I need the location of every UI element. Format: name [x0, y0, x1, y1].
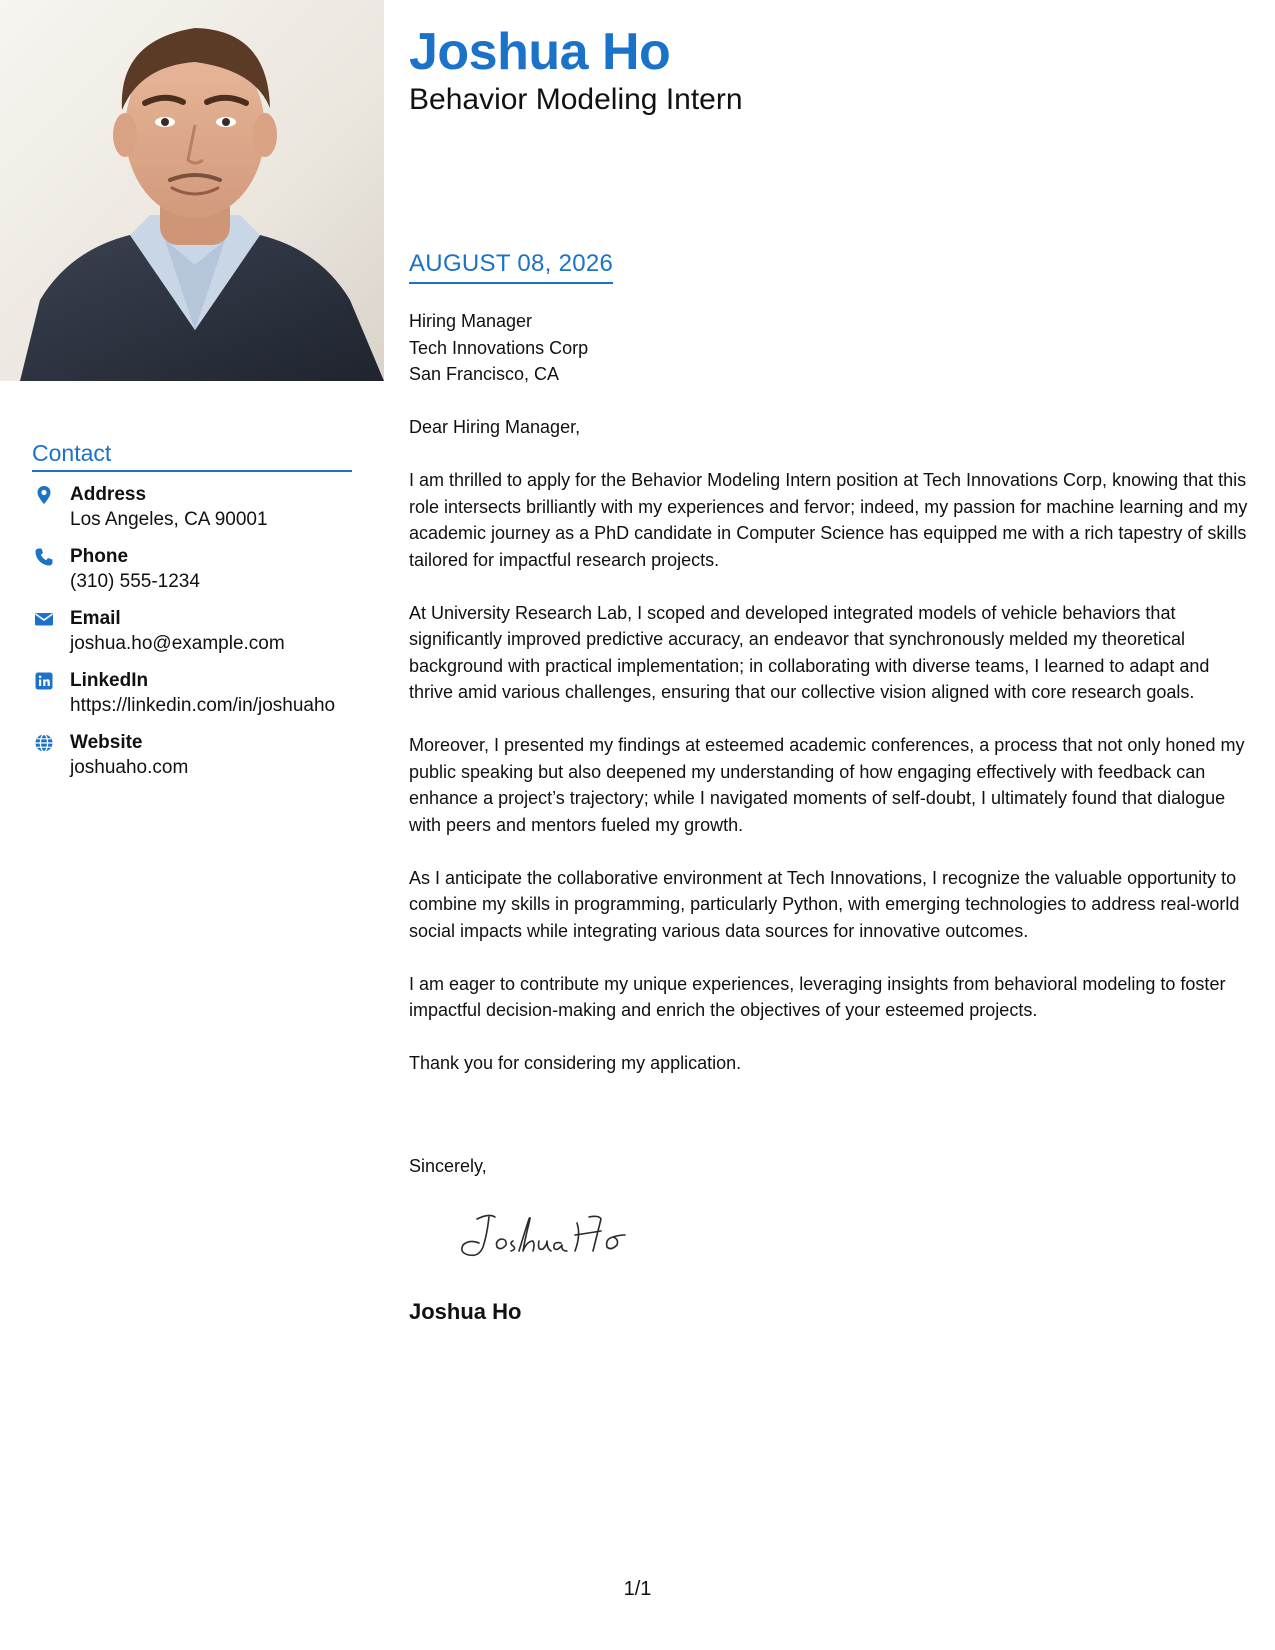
map-pin-icon — [34, 485, 54, 505]
globe-icon — [34, 733, 54, 753]
recipient-line: San Francisco, CA — [409, 364, 560, 384]
letter-date: AUGUST 08, 2026 — [409, 248, 613, 284]
phone-icon — [34, 547, 54, 567]
body-paragraph: At University Research Lab, I scoped and developed integrated models of vehicle behaviors that significantly improved predictive accuracy, an endeavor that synchronously melded my theoretical background with practical implementation; in collaborating with diverse teams, I learned to adapt and thrive amid various challenges, ensuring that our collective vision aligned with core research goals. — [409, 602, 1210, 702]
contact-value: joshuaho.com — [70, 757, 189, 778]
contact-value: https://linkedin.com/in/joshuaho — [70, 695, 336, 716]
contact-website — [32, 730, 352, 780]
contact-section — [32, 438, 352, 792]
contact-heading: Contact — [32, 438, 352, 472]
applicant-role: Behavior Modeling Intern — [409, 83, 743, 116]
contact-value: joshua.ho@example.com — [70, 633, 285, 654]
contact-linkedin — [32, 668, 352, 718]
handwritten-signature — [449, 1205, 639, 1265]
envelope-icon — [34, 609, 54, 629]
contact-label: LinkedIn — [70, 670, 149, 691]
body-paragraph: Moreover, I presented my findings at esteemed academic conferences, a process that not only honed my public speaking but also deepened my understanding of how engaging effectively with feedback can enhance a project’s trajectory; while I navigated moments of self-doubt, I ultimately found that dialogue with peers and mentors fueled my growth. — [409, 735, 1245, 835]
page-number: 1/1 — [623, 1578, 652, 1600]
signer-name: Joshua Ho — [409, 1299, 522, 1324]
profile-photo — [0, 0, 384, 381]
closing: Sincerely, — [409, 1156, 487, 1176]
recipient-block — [409, 308, 588, 388]
contact-label: Phone — [70, 546, 129, 567]
contact-value: Los Angeles, CA 90001 — [70, 509, 268, 530]
contact-label: Email — [70, 608, 121, 629]
contact-value: (310) 555-1234 — [70, 571, 200, 592]
contact-label: Website — [70, 732, 143, 753]
letter-header — [409, 22, 1255, 118]
applicant-name: Joshua Ho — [409, 23, 671, 81]
salutation: Dear Hiring Manager, — [409, 417, 581, 437]
body-paragraph: Thank you for considering my application. — [409, 1053, 742, 1073]
linkedin-icon — [34, 671, 54, 691]
body-paragraph: I am thrilled to apply for the Behavior Modeling Intern position at Tech Innovations Corp, knowing that this role intersects brilliantly with my experiences and fervor; indeed, my passion for machine learning and my academic journey as a PhD candidate in Computer Science has equipped me with a rich tapestry of skills tailored for impactful research projects. — [409, 470, 1248, 570]
contact-phone — [32, 544, 352, 594]
contact-address — [32, 482, 352, 532]
recipient-line: Hiring Manager — [409, 311, 533, 331]
contact-email — [32, 606, 352, 656]
contact-label: Address — [70, 484, 147, 505]
body-paragraph: As I anticipate the collaborative environment at Tech Innovations, I recognize the valuable opportunity to combine my skills in programming, particularly Python, with emerging technologies to address real-world social impacts while integrating various data sources for innovative outcomes. — [409, 867, 1240, 941]
letter-body — [409, 414, 1255, 1103]
recipient-line: Tech Innovations Corp — [409, 337, 589, 358]
body-paragraph: I am eager to contribute my unique experiences, leveraging insights from behavioral modeling to foster impactful decision-making and enrich the objectives of your esteemed projects. — [409, 973, 1226, 1020]
